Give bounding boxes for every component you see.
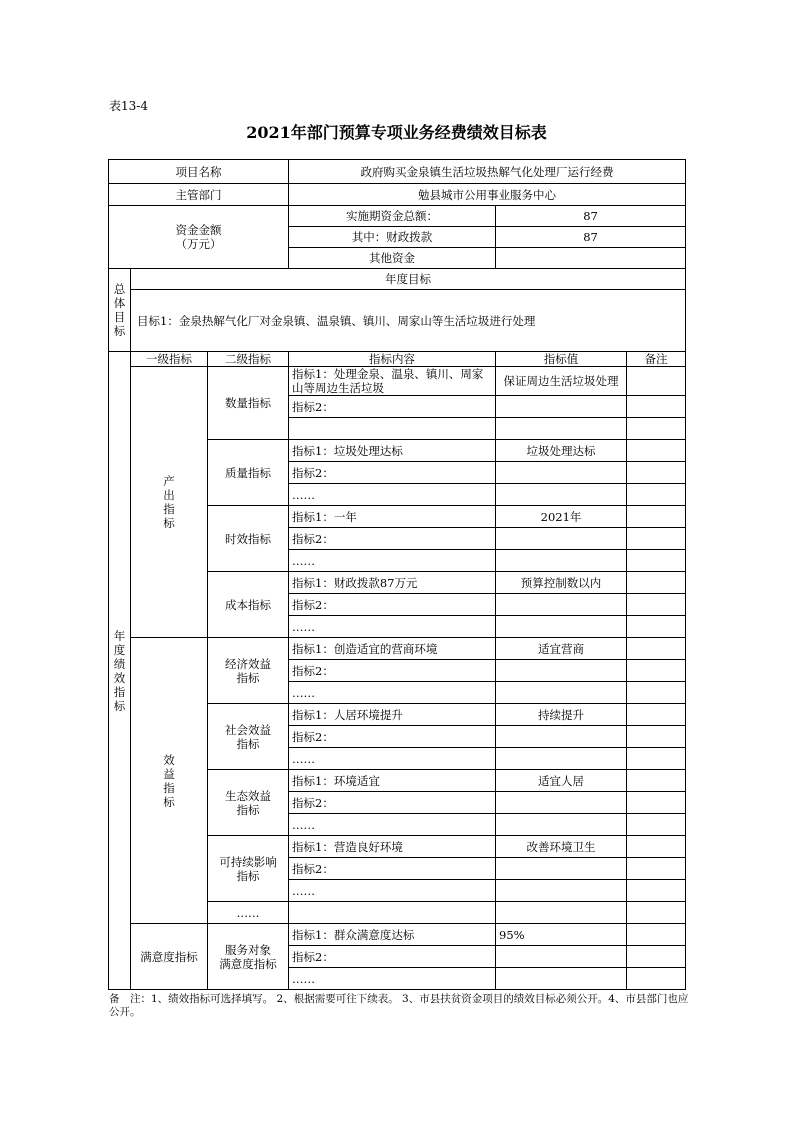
indicator-value: 垃圾处理达标 [496, 440, 627, 462]
indicator-content: …… [289, 484, 496, 506]
level2-indicator [208, 506, 289, 572]
indicator-content: 指标2： [289, 726, 496, 748]
indicator-content: 指标2： [289, 462, 496, 484]
indicator-value: 2021年 [496, 506, 627, 528]
value-header: 指标值 [496, 352, 627, 367]
note-header: 备注 [627, 352, 686, 367]
level2-indicator [208, 902, 289, 924]
dept-value: 勉县城市公用事业服务中心 [289, 184, 686, 206]
overall-goal-side-char: 标 [113, 324, 126, 338]
indicator-note [627, 968, 686, 990]
level1-indicator [131, 367, 208, 638]
indicator-note [627, 506, 686, 528]
indicator-content: …… [289, 968, 496, 990]
level1-indicator-text: 标 [163, 516, 175, 530]
indicator-value [496, 594, 627, 616]
indicator-value [496, 726, 627, 748]
indicator-value: 保证周边生活垃圾处理 [496, 367, 627, 396]
performance-target-table [108, 159, 686, 990]
project-name-value: 政府购买金泉镇生活垃圾热解气化处理厂运行经费 [289, 160, 686, 184]
annual-performance-side-char: 指 [113, 684, 126, 699]
level2-indicator-text: 满意度指标 [219, 956, 277, 971]
indicator-content: …… [289, 682, 496, 704]
indicator-note [627, 792, 686, 814]
overall-goal-side-char: 目 [113, 310, 126, 324]
level2-indicator [208, 836, 289, 902]
indicator-value [496, 946, 627, 968]
level2-indicator [208, 924, 289, 990]
content-header: 指标内容 [289, 352, 496, 367]
indicator-value: 适宜营商 [496, 638, 627, 660]
indicator-note [627, 880, 686, 902]
annual-performance-side-char: 标 [113, 698, 126, 713]
indicator-value [496, 550, 627, 572]
indicator-note [627, 660, 686, 682]
dept-label: 主管部门 [109, 184, 289, 206]
level1-indicator-text: 指 [163, 780, 175, 795]
indicator-value: 改善环境卫生 [496, 836, 627, 858]
level2-indicator-text: 质量指标 [225, 465, 272, 480]
indicator-content: 指标2： [289, 528, 496, 550]
project-name-label: 项目名称 [109, 160, 289, 184]
indicator-note [627, 616, 686, 638]
indicator-note [627, 367, 686, 396]
indicator-note [627, 726, 686, 748]
funds-total-value: 87 [496, 206, 686, 227]
indicator-note [627, 682, 686, 704]
funds-other-value [496, 248, 686, 269]
overall-goal-side-char: 体 [113, 296, 126, 310]
indicator-content: 指标1：财政拨款87万元 [289, 572, 496, 594]
indicator-value [496, 880, 627, 902]
indicator-value: 适宜人居 [496, 770, 627, 792]
table-row [109, 367, 686, 396]
indicator-value [496, 528, 627, 550]
indicator-note [627, 462, 686, 484]
indicator-content: 指标1：环境适宜 [289, 770, 496, 792]
indicator-content [289, 902, 496, 924]
indicator-note [627, 638, 686, 660]
annual-goal-header: 年度目标 [131, 269, 686, 290]
funds-fiscal-label: 其中：财政拨款 [289, 227, 496, 248]
level1-indicator-text: 效 [163, 752, 175, 767]
level2-indicator [208, 367, 289, 440]
indicator-value [496, 616, 627, 638]
level2-indicator-text: 服务对象 [225, 942, 272, 957]
footnote: 备 注：1、绩效指标可选择填写。 2、根据需要可往下续表。 3、市县扶贫资金项目的绩效目标必须公开。4、市县部门也应公开。 [109, 993, 689, 1018]
indicator-note [627, 946, 686, 968]
indicator-content: …… [289, 616, 496, 638]
level2-header: 二级指标 [208, 352, 289, 367]
indicator-content: 指标2： [289, 792, 496, 814]
indicator-note [627, 814, 686, 836]
annual-performance-side-label [109, 352, 131, 990]
level1-indicator-text: 标 [163, 794, 175, 809]
table-id: 表13-4 [109, 99, 148, 113]
indicator-note [627, 924, 686, 946]
indicator-note [627, 528, 686, 550]
indicator-note [627, 418, 686, 440]
level2-indicator-text: 指标 [236, 670, 260, 685]
indicator-content: 指标1：垃圾处理达标 [289, 440, 496, 462]
level2-indicator [208, 638, 289, 704]
indicator-content: 指标2： [289, 858, 496, 880]
indicator-note [627, 572, 686, 594]
indicator-value [496, 484, 627, 506]
level1-indicator [131, 638, 208, 924]
indicator-note [627, 836, 686, 858]
funds-total-label: 实施期资金总额： [289, 206, 496, 227]
level2-indicator-text: 指标 [236, 802, 260, 817]
indicator-content [289, 418, 496, 440]
level2-indicator [208, 704, 289, 770]
indicator-note [627, 484, 686, 506]
indicator-content: 指标2： [289, 946, 496, 968]
indicator-value [496, 968, 627, 990]
level2-indicator-text: 指标 [236, 868, 260, 883]
funds-label-line2: （万元） [175, 237, 222, 251]
indicator-value [496, 858, 627, 880]
indicator-content: …… [289, 880, 496, 902]
indicator-note [627, 594, 686, 616]
indicator-content: 指标2： [289, 660, 496, 682]
level1-indicator-text: 满意度指标 [140, 949, 198, 964]
indicator-content: …… [289, 748, 496, 770]
level1-header: 一级指标 [131, 352, 208, 367]
level2-indicator-text: 社会效益 [225, 722, 272, 737]
indicator-content: 指标1：营造良好环境 [289, 836, 496, 858]
indicator-content: 指标1：群众满意度达标 [289, 924, 496, 946]
indicator-value [496, 418, 627, 440]
indicator-content: 指标1：创造适宜的营商环境 [289, 638, 496, 660]
level2-indicator [208, 770, 289, 836]
indicator-note [627, 396, 686, 418]
level1-indicator [131, 924, 208, 990]
level1-indicator-text: 产 [163, 474, 175, 488]
indicator-note [627, 902, 686, 924]
indicator-value [496, 902, 627, 924]
indicator-note [627, 748, 686, 770]
indicator-value: 预算控制数以内 [496, 572, 627, 594]
level2-indicator-text: …… [236, 905, 260, 920]
indicator-note [627, 550, 686, 572]
indicator-value [496, 462, 627, 484]
indicator-content: 指标2： [289, 396, 496, 418]
annual-goal-text: 目标1：金泉热解气化厂对金泉镇、温泉镇、镇川、周家山等生活垃圾进行处理 [131, 290, 686, 352]
level1-indicator-text: 益 [163, 766, 175, 781]
level2-indicator-text: 数量指标 [225, 396, 272, 410]
overall-goal-side-label [109, 269, 131, 352]
overall-goal-side-char: 总 [113, 282, 126, 296]
page-title: 2021年部门预算专项业务经费绩效目标表 [246, 123, 547, 142]
indicator-note [627, 704, 686, 726]
level2-indicator-text: 经济效益 [225, 656, 272, 671]
level2-indicator [208, 440, 289, 506]
table-row [109, 924, 686, 946]
indicator-content: …… [289, 550, 496, 572]
indicator-value [496, 660, 627, 682]
funds-other-label: 其他资金 [289, 248, 496, 269]
indicator-content: 指标1：一年 [289, 506, 496, 528]
indicator-note [627, 770, 686, 792]
level2-indicator-text: 成本指标 [225, 597, 272, 612]
annual-performance-side-char: 绩 [113, 656, 126, 671]
indicator-content: …… [289, 814, 496, 836]
table-row [109, 638, 686, 660]
level2-indicator-text: 时效指标 [225, 531, 272, 546]
level1-indicator-text: 出 [163, 488, 175, 502]
indicator-note [627, 440, 686, 462]
funds-label-line1: 资金金额 [175, 223, 222, 237]
indicator-content: 指标2： [289, 594, 496, 616]
level2-indicator [208, 572, 289, 638]
level1-indicator-text: 指 [163, 502, 175, 516]
annual-performance-side-char: 年 [113, 628, 126, 643]
indicator-value [496, 814, 627, 836]
indicator-value [496, 396, 627, 418]
annual-performance-side-char: 效 [113, 670, 126, 685]
level2-indicator-text: 生态效益 [225, 788, 272, 803]
level2-indicator-text: 指标 [236, 736, 260, 751]
indicator-value: 95% [496, 924, 627, 946]
indicator-content: 指标1：处理金泉、温泉、镇川、周家山等周边生活垃圾 [289, 367, 496, 396]
indicator-value: 持续提升 [496, 704, 627, 726]
indicator-value [496, 682, 627, 704]
indicator-value [496, 748, 627, 770]
indicator-content: 指标1：人居环境提升 [289, 704, 496, 726]
indicator-value [496, 792, 627, 814]
funds-fiscal-value: 87 [496, 227, 686, 248]
indicator-note [627, 858, 686, 880]
annual-performance-side-char: 度 [113, 642, 126, 657]
funds-label [109, 206, 289, 269]
level2-indicator-text: 可持续影响 [219, 854, 277, 869]
